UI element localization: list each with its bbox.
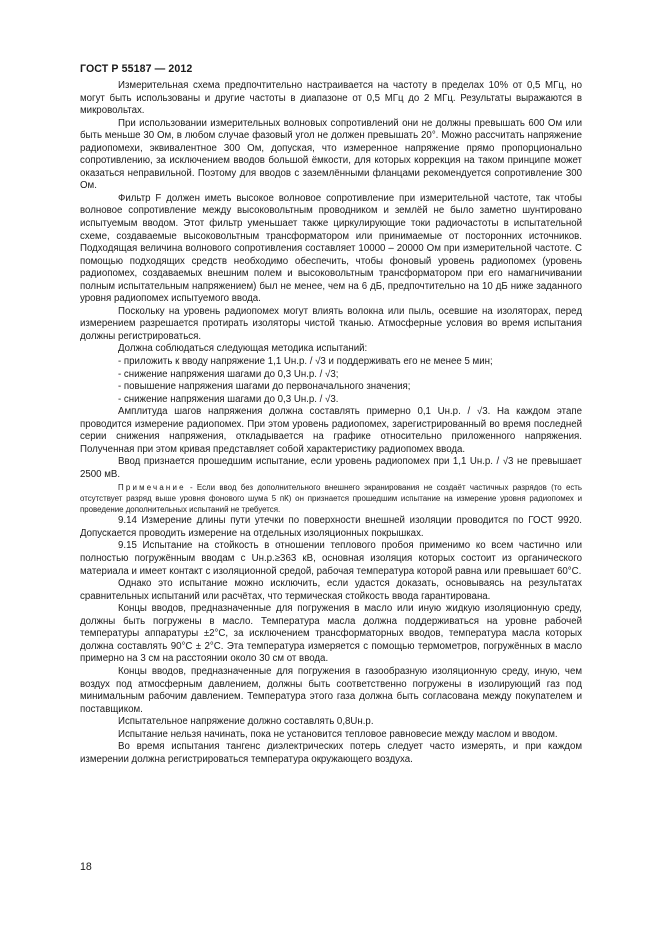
paragraph: Испытательное напряжение должно составлять 0,8Uн.р. [118,716,374,728]
paragraph: При использовании измерительных волновых сопротивлений они не должны превышать 600 Ом или быть меньше 30 Ом, в любом случае фазовый угол не должен превышать 20°. Можно рассчитать напряжение радиопомехи, эквивалентное 300 Ом, допуская, что измеренное напряжение прямо пропорционально сопротивлению, за исключением вводов большой ёмкости, для которых коррекция на таком принципе может оказаться неправильной. Поэтому для вводов с заземлёнными фланцами рекомендуется сопротивление 300 Ом. [80,117,582,192]
paragraph: 9.14 Измерение длины пути утечки по поверхности внешней изоляции проводится по ГОСТ 9920. Допускается проводить измерение на отдельных изоляционных покрышках. [80,515,582,539]
method-item: - снижение напряжения шагами до 0,3 Uн.р. / √3; [118,368,339,380]
paragraph: Во время испытания тангенс диэлектрических потерь следует часто измерять, и при каждом измерении должна регистрироваться температура окружающего воздуха. [80,741,582,765]
page-header: ГОСТ Р 55187 — 2012 [80,63,193,75]
paragraph: Концы вводов, предназначенные для погружения в газообразную изоляционную среду, иную, чем воздух под атмосферным давлением, должны быть соответственно погружены в изолирующий газ под минимальным рабочим давлением. Температура этого газа должна быть согласована между покупателем и поставщиком. [80,665,582,715]
note [80,482,582,516]
note-text: - Если ввод без дополнительного внешнего экранирования не создаёт частичных разрядов (то есть отсутствует разряд выше уровня фонового шума 5 пК) он признается прошедшим испытание на измерение уровня радиопомех и проведение дополнительных испытаний не требуется. [80,482,582,515]
page-number: 18 [80,861,92,873]
paragraph: Концы вводов, предназначенные для погружения в масло или иную жидкую изоляционную среду, должны быть погружены в масло. Температура масла должна поддерживаться на уровне рабочей температуры аппаратуры ±2°С, за исключением трансформаторных вводов, температура масла которых должна составлять 90°С ± 2°С. Эта температура измеряется с помощью термометров, погружённых в масло примерно на 3 см на расстоянии около 30 см от ввода. [80,603,582,665]
method-item: - повышение напряжения шагами до первоначального значения; [118,381,411,393]
paragraph: Однако это испытание можно исключить, если удастся доказать, основываясь на результатах сравнительных испытаний или расчётах, что термическая стойкость ввода гарантирована. [80,578,582,602]
method-item: - приложить к вводу напряжение 1,1 Uн.р. / √3 и поддерживать его не менее 5 мин; [118,356,493,368]
paragraph: 9.15 Испытание на стойкость в отношении теплового пробоя применимо ко всем частично или полностью погружённым вводам с Uн.р.≥363 кВ, основная изоляция которых состоит из органического материала и имеет контакт с изоляционной средой, рабочая температура которой равна или превышает 60°С. [80,540,582,577]
paragraph: Ввод признается прошедшим испытание, если уровень радиопомех при 1,1 Uн.р. / √3 не превышает 2500 мВ. [80,456,582,480]
paragraph: Измерительная схема предпочтительно настраивается на частоту в пределах 10% от 0,5 МГц, но могут быть использованы и другие частоты в диапазоне от 0,5 МГц до 2 МГц. Результаты выражаются в микровольтах. [80,80,582,117]
method-item: - снижение напряжения шагами до 0,3 Uн.р. / √3. [118,393,339,405]
page-content [80,80,582,766]
paragraph: Должна соблюдаться следующая методика испытаний: [118,343,368,355]
note-label: Примечание [118,482,186,492]
paragraph: Фильтр F должен иметь высокое волновое сопротивление при измерительной частоте, так чтобы волновое сопротивление между высоковольтным проводником и землёй не было заметно шунтировано испытуемым вводом. Этот фильтр уменьшает также циркулирующие токи радиочастоты в испытательной схеме, создаваемые высоковольтным трансформатором или принимаемые от посторонних источников. Подходящая величина волнового сопротивления составляет 10000 – 20000 Ом при измерительной частоте. С помощью подходящих средств необходимо обеспечить, чтобы фоновый уровень радиопомех (уровень радиопомех, создаваемых внешним полем и высоковольтным трансформатором при его намагничивании полным испытательным напряжением) был не менее, чем на 6 дБ, предпочтительно на 10 дБ ниже заданного уровня радиопомех испытуемого ввода. [80,192,582,305]
paragraph: Поскольку на уровень радиопомех могут влиять волокна или пыль, осевшие на изоляторах, перед измерением разрешается протирать изоляторы чистой тканью. Атмосферные условия во время испытания должны регистрироваться. [80,305,582,342]
paragraph: Амплитуда шагов напряжения должна составлять примерно 0,1 Uн.р. / √3. На каждом этапе проводится измерение радиопомех. При этом уровень радиопомех, зарегистрированный во время последней серии снижения напряжения, откладывается на графике относительно приложенного напряжения. Полученная при этом кривая представляет собой характеристику радиопомех ввода. [80,406,582,455]
paragraph: Испытание нельзя начинать, пока не установится тепловое равновесие между маслом и вводом. [118,728,558,740]
